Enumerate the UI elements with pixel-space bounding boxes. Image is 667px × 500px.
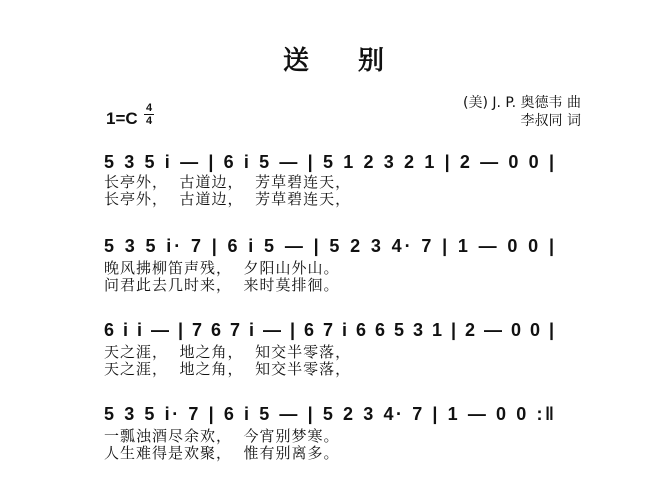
time-signature-bottom: 4 xyxy=(145,115,153,127)
notation-row-2: 5 3 5 i· 7 | 6 i 5 — | 5 2 3 4· 7 | 1 — 0 0 | xyxy=(104,236,554,256)
notation-row-1: 5 3 5 i — | 6 i 5 — | 5 1 2 3 2 1 | 2 — 0 0 | xyxy=(104,152,554,172)
key-signature: 1=C xyxy=(106,109,138,128)
lyric-line-3-1: 天之涯， 地之角， 知交半零落， xyxy=(104,343,352,361)
lyric-line-2-2: 问君此去几时来， 来时莫排徊。 xyxy=(104,276,340,294)
lyric-line-3-2: 天之涯， 地之角， 知交半零落， xyxy=(104,360,352,378)
time-signature-top: 4 xyxy=(145,102,153,114)
lyricist-credit: 李叔同 词 xyxy=(520,113,581,129)
lyric-line-1-1: 长亭外， 古道边， 芳草碧连天， xyxy=(104,173,352,191)
lyric-line-2-1: 晚风拂柳笛声残， 夕阳山外山。 xyxy=(104,259,340,277)
song-title: 送 别 xyxy=(282,46,405,76)
lyric-line-1-2: 长亭外， 古道边， 芳草碧连天， xyxy=(104,190,352,208)
lyric-line-4-1: 一瓢浊酒尽余欢， 今宵别梦寒。 xyxy=(104,427,340,445)
notation-row-4: 5 3 5 i· 7 | 6 i 5 — | 5 2 3 4· 7 | 1 — 0 0 :‖ xyxy=(104,404,554,424)
notation-row-3: 6 i i — | 7 6 7 i — | 6 7 i 6 6 5 3 1 | 2 — 0 0 | xyxy=(104,320,554,340)
composer-credit: (美) J. P. 奥德韦 曲 xyxy=(462,95,581,111)
lyric-line-4-2: 人生难得是欢聚， 惟有别离多。 xyxy=(104,444,340,462)
